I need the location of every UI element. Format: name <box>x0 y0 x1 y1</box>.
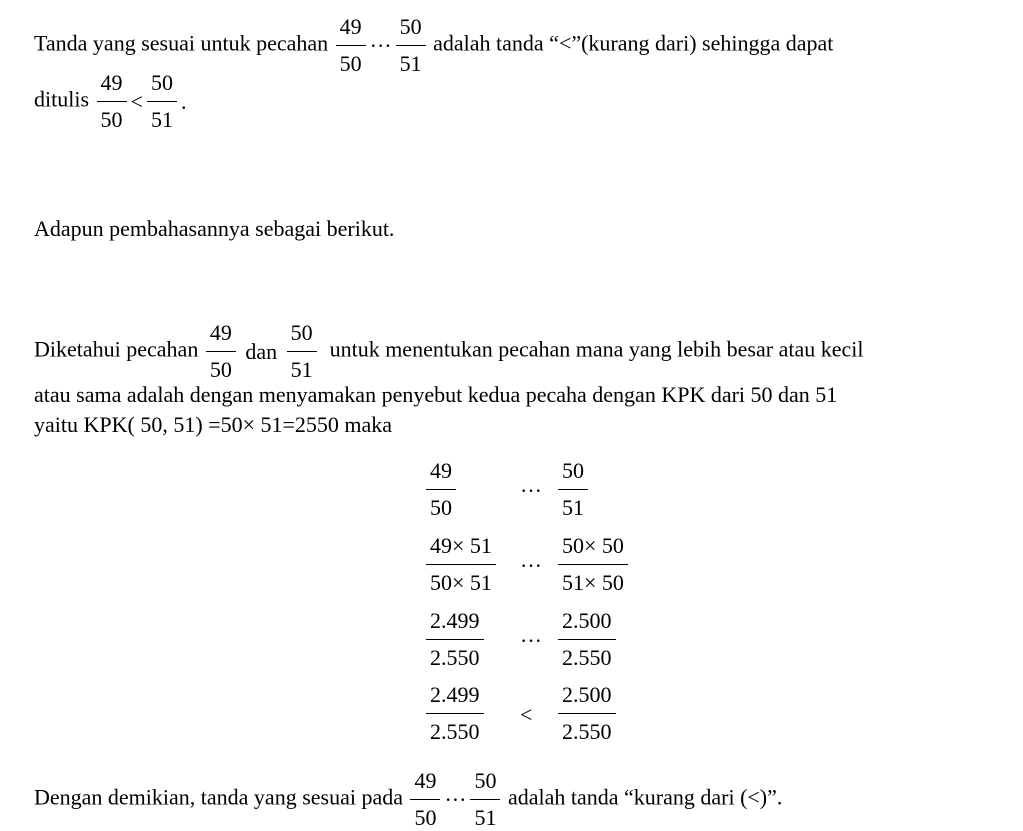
numerator: 2.500 <box>562 608 612 633</box>
numerator: 49 <box>209 320 232 345</box>
fraction-50-51 <box>470 768 500 831</box>
denominator: 2.550 <box>562 719 612 745</box>
text: adalah tanda “kurang dari (<)”. <box>507 784 783 810</box>
paragraph-3-line-1 <box>34 320 863 383</box>
denominator: 51 <box>399 51 422 77</box>
calc-left-fraction <box>426 533 496 596</box>
calc-right-fraction <box>558 608 616 671</box>
text-dan: dan <box>245 338 278 364</box>
numerator: 50× 50 <box>562 533 624 558</box>
text: Dengan demikian, tanda yang sesuai pada <box>34 784 403 810</box>
denominator: 50 <box>430 495 452 521</box>
denominator: 50 <box>100 107 123 133</box>
denominator: 50 <box>209 357 232 383</box>
numerator: 50 <box>474 768 497 793</box>
calc-operator-less-than: < <box>520 702 533 727</box>
calc-operator: ··· <box>520 553 542 578</box>
paragraph-1-line-1 <box>34 14 833 77</box>
paragraph-1-line-2 <box>34 70 188 133</box>
denominator: 51 <box>562 495 584 521</box>
conclusion-line <box>34 768 782 831</box>
calc-right-fraction <box>558 682 616 745</box>
fraction-50-51 <box>287 320 317 383</box>
text: Diketahui pecahan <box>34 336 199 362</box>
text: maka <box>344 412 393 437</box>
text: atau sama adalah dengan menyamakan penyebut kedua pecaha dengan KPK dari 50 dan 51 <box>34 382 838 407</box>
text: untuk menentukan pecahan mana yang lebih besar atau kecil <box>329 336 864 362</box>
calc-left-fraction <box>426 458 456 521</box>
paragraph-2 <box>34 216 394 242</box>
calc-left-fraction <box>426 682 484 745</box>
period: . <box>180 88 187 114</box>
denominator: 2.550 <box>430 645 480 671</box>
denominator: 51× 50 <box>562 570 624 596</box>
fraction-49-50 <box>336 14 366 77</box>
fraction-50-51 <box>396 14 426 77</box>
denominator: 50 <box>339 51 362 77</box>
denominator: 2.550 <box>430 719 480 745</box>
calc-right-fraction <box>558 458 588 521</box>
kpk-expression: KPK( 50, 51) =50× 51=2550 <box>83 412 339 437</box>
numerator: 2.499 <box>430 608 480 633</box>
numerator: 49 <box>100 70 123 95</box>
denominator: 2.550 <box>562 645 612 671</box>
calc-left-fraction <box>426 608 484 671</box>
numerator: 49× 51 <box>430 533 492 558</box>
ellipsis: ··· <box>369 32 392 58</box>
fraction-49-50 <box>206 320 236 383</box>
calc-right-fraction <box>558 533 628 596</box>
denominator: 51 <box>474 805 497 831</box>
paragraph-3-line-2 <box>34 382 837 408</box>
calc-operator: ··· <box>520 628 542 653</box>
numerator: 2.499 <box>430 682 480 707</box>
paragraph-3-line-3 <box>34 412 392 438</box>
numerator: 2.500 <box>562 682 612 707</box>
denominator: 50 <box>414 805 437 831</box>
less-than-sign: < <box>130 88 143 114</box>
numerator: 49 <box>414 768 437 793</box>
numerator: 50 <box>562 458 584 483</box>
denominator: 51 <box>150 107 173 133</box>
denominator: 51 <box>290 357 313 383</box>
numerator: 50 <box>290 320 313 345</box>
calc-operator: ··· <box>520 478 542 503</box>
ellipsis: ··· <box>444 786 467 812</box>
numerator: 50 <box>399 14 422 39</box>
numerator: 49 <box>339 14 362 39</box>
numerator: 49 <box>430 458 452 483</box>
fraction-49-50 <box>410 768 440 831</box>
text: yaitu <box>34 412 78 437</box>
denominator: 50× 51 <box>430 570 492 596</box>
text: Tanda yang sesuai untuk pecahan <box>34 30 329 56</box>
fraction-49-50 <box>97 70 127 133</box>
text: adalah tanda “<”(kurang dari) sehingga dapat <box>433 30 834 56</box>
text: Adapun pembahasannya sebagai berikut. <box>34 216 395 241</box>
text: ditulis <box>34 86 90 112</box>
fraction-50-51 <box>147 70 177 133</box>
numerator: 50 <box>150 70 173 95</box>
